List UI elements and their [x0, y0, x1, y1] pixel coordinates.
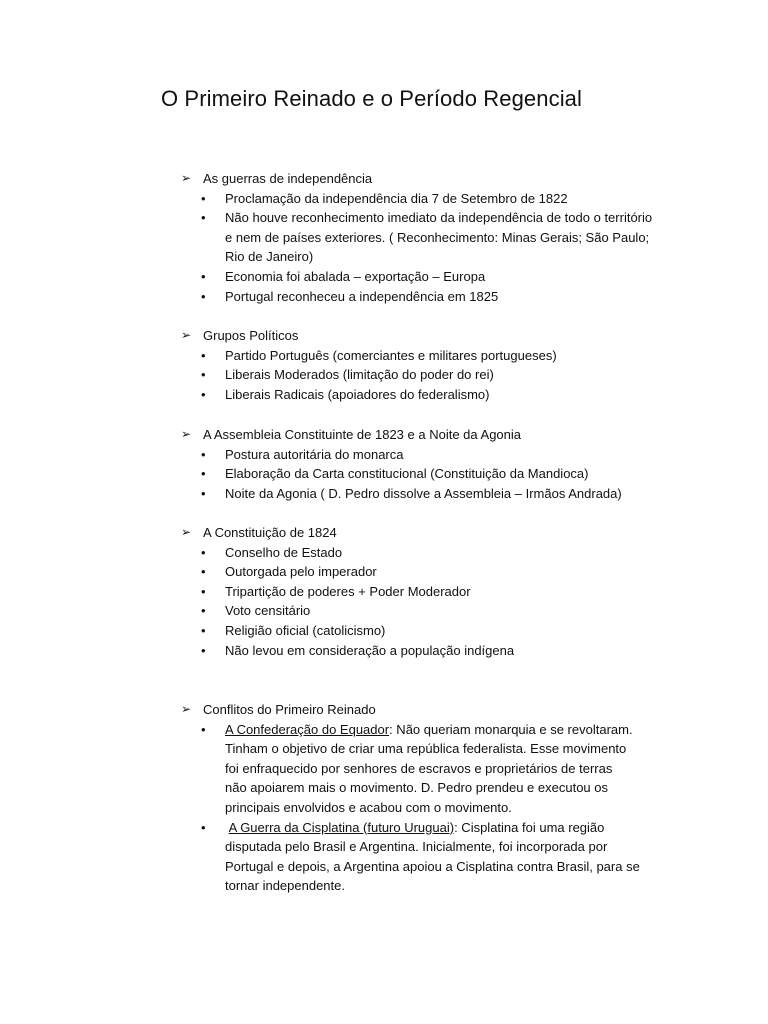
section-heading [181, 169, 681, 189]
bullet-icon: • [201, 819, 206, 835]
list-item [181, 621, 681, 641]
list-item [181, 720, 635, 818]
section-heading [181, 523, 681, 543]
list-item [181, 208, 655, 267]
arrow-bullet-icon: ➢ [181, 427, 192, 441]
conflict-description: : Cisplatina foi uma região disputada pelo Brasil e Argentina. Inicialmente, foi incorporada por Portugal e depois, a Argentina apoiou a Cisplatina contra Brasil, para se tornar independente. [225, 819, 640, 894]
list-item [181, 267, 681, 287]
list-item-text: Voto censitário [225, 603, 311, 619]
list-item [181, 365, 681, 385]
list-item [181, 464, 681, 484]
list-item-text: Partido Português (comerciantes e militares portugueses) [225, 347, 557, 363]
bullet-list [181, 189, 681, 307]
conflict-term: A Confederação do Equador [225, 721, 390, 737]
list-item [181, 189, 681, 209]
list-item-text: Economia foi abalada – exportação – Europa [225, 268, 486, 284]
list-item-text: Proclamação da independência dia 7 de Setembro de 1822 [225, 190, 568, 206]
arrow-bullet-icon: ➢ [181, 525, 192, 539]
list-item-text: Portugal reconheceu a independência em 1825 [225, 288, 499, 304]
bullet-icon: • [201, 603, 206, 619]
section-assembleia-constituinte [181, 425, 681, 503]
list-item [181, 562, 681, 582]
arrow-bullet-icon: ➢ [181, 171, 192, 185]
list-item [181, 484, 681, 504]
list-item [181, 385, 681, 405]
list-item [181, 445, 681, 465]
section-heading-text: As guerras de independência [203, 171, 373, 186]
bullet-icon: • [201, 564, 206, 580]
list-item [181, 543, 681, 563]
section-heading-text: Conflitos do Primeiro Reinado [203, 702, 376, 717]
section-constituicao-1824 [181, 523, 681, 660]
bullet-icon: • [201, 583, 206, 599]
bullet-icon: • [201, 485, 206, 501]
section-grupos-politicos [181, 326, 681, 404]
section-heading-text: A Constituição de 1824 [203, 525, 337, 540]
list-item-text: Tripartição de poderes + Poder Moderador [225, 583, 471, 599]
bullet-icon: • [201, 642, 206, 658]
bullet-icon: • [201, 210, 206, 226]
bullet-icon: • [201, 386, 206, 402]
list-item [181, 641, 681, 661]
section-heading [181, 326, 681, 346]
bullet-icon: • [201, 544, 206, 560]
conflict-description: : Não queriam monarquia e se revoltaram. Tinham o objetivo de criar uma república federalista. Esse movimento foi enfraquecido por senhores de escravos e proprietários de terras não apoiarem mais o movimento. D. Pedro prendeu e executou os principais envolvidos e acabou com o movimento. [225, 721, 633, 815]
arrow-bullet-icon: ➢ [181, 702, 192, 716]
list-item-text: Liberais Radicais (apoiadores do federalismo) [225, 386, 490, 402]
list-item-text: Noite da Agonia ( D. Pedro dissolve a Assembleia – Irmãos Andrada) [225, 485, 622, 501]
list-item [181, 582, 681, 602]
list-item-text: Conselho de Estado [225, 544, 343, 560]
bullet-icon: • [201, 721, 206, 737]
list-item-text: Não levou em consideração a população indígena [225, 642, 515, 658]
list-item [181, 346, 681, 366]
section-heading [181, 700, 681, 720]
bullet-list [181, 543, 681, 661]
list-item [181, 601, 681, 621]
conflict-term: A Guerra da Cisplatina (futuro Uruguai) [228, 819, 455, 835]
section-guerras-independencia [181, 169, 681, 306]
list-item-text: Outorgada pelo imperador [225, 564, 377, 580]
bullet-list [181, 445, 681, 504]
list-item [181, 287, 681, 307]
list-item-text: Liberais Moderados (limitação do poder do rei) [225, 367, 494, 383]
list-item [181, 818, 659, 896]
list-item-text: Elaboração da Carta constitucional (Constituição da Mandioca) [225, 466, 589, 482]
bullet-icon: • [201, 466, 206, 482]
bullet-icon: • [201, 446, 206, 462]
section-heading-text: Grupos Políticos [203, 328, 299, 343]
arrow-bullet-icon: ➢ [181, 328, 192, 342]
section-heading [181, 425, 681, 445]
bullet-icon: • [201, 268, 206, 284]
section-heading-text: A Assembleia Constituinte de 1823 e a Noite da Agonia [203, 427, 521, 442]
bullet-icon: • [201, 288, 206, 304]
list-item-text: Postura autoritária do monarca [225, 446, 404, 462]
bullet-list [181, 720, 681, 896]
list-item-text: Não houve reconhecimento imediato da independência de todo o território e nem de países exteriores. ( Reconhecimento: Minas Gerais; São Paulo; Rio de Janeiro) [225, 210, 653, 265]
list-item-text: Religião oficial (catolicismo) [225, 622, 386, 638]
bullet-icon: • [201, 622, 206, 638]
section-conflitos-primeiro-reinado [181, 700, 681, 896]
page-title: O Primeiro Reinado e o Período Regencial [161, 86, 583, 111]
bullet-icon: • [201, 367, 206, 383]
bullet-icon: • [201, 190, 206, 206]
bullet-list [181, 346, 681, 405]
bullet-icon: • [201, 347, 206, 363]
